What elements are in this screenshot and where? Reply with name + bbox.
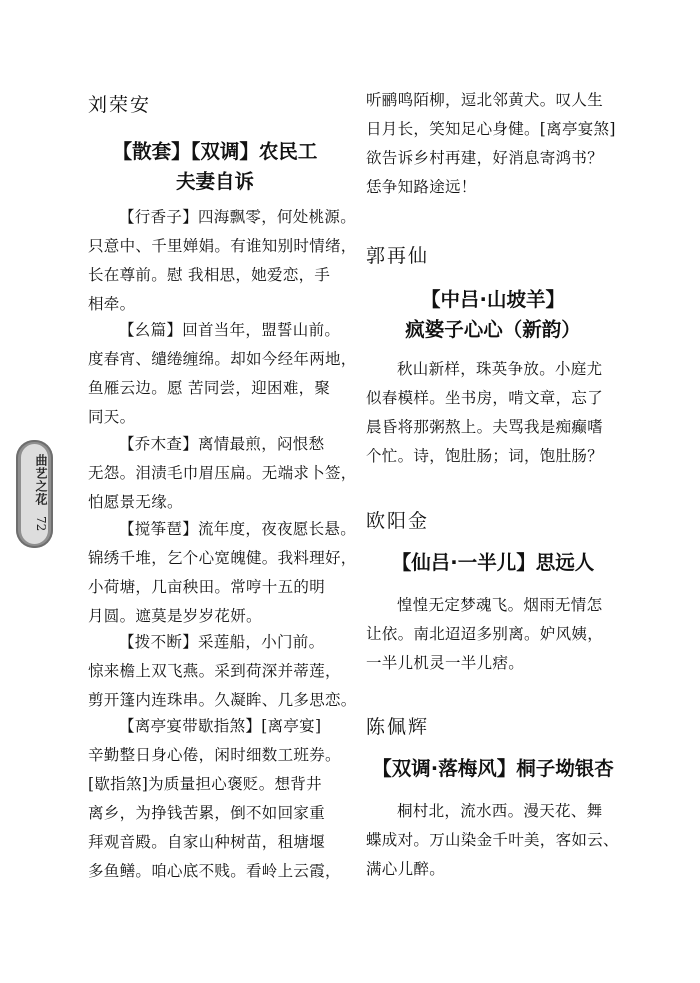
paragraph: [366, 355, 620, 471]
title-line: 【仙吕·一半儿】思远人: [391, 551, 595, 574]
section-tab: [16, 440, 53, 548]
text-line: 让依。南北迢迢多别离。妒风姨，: [366, 625, 604, 643]
author-guo: 郭再仙: [366, 245, 430, 267]
text-line: 听鹂鸣陌柳，逗北邻黄犬。叹人生: [366, 91, 604, 109]
paragraph: [88, 712, 342, 886]
text-line: 相牵。: [88, 295, 136, 313]
text-line: 离乡，为挣钱苦累，倒不如回家重: [88, 804, 326, 822]
text-line: 同天。: [88, 408, 136, 426]
text-line: 【行香子】四海飘零，何处桃源。: [119, 208, 357, 226]
text-line: 鱼雁云边。愿 苦同尝，迎困难，聚: [88, 379, 331, 397]
text-line: 多鱼鳝。咱心底不贱。看岭上云霞，: [88, 862, 341, 880]
text-line: 蝶成对。万山染金千叶美，客如云、: [366, 831, 619, 849]
text-line: 锦绣千堆，乞个心宽魄健。我料理好，: [88, 549, 357, 567]
text-line: 辛勤整日身心倦，闲时细数工班券。: [88, 746, 341, 764]
paragraph: [88, 430, 357, 517]
title-line: 疯婆子心心（新韵）: [405, 318, 581, 341]
text-line: 拜观音殿。自家山种树苗，租塘堰: [88, 833, 326, 851]
author-chen: 陈佩辉: [366, 716, 430, 738]
title-line: 【散套】【双调】农民工: [112, 140, 318, 163]
title-line: 【中吕·山坡羊】: [421, 288, 565, 311]
text-line: 【离亭宴带歇指煞】[离亭宴]: [119, 717, 322, 735]
text-line: 似春模样。坐书房，啃文章，忘了: [366, 389, 604, 407]
text-line: 小荷塘，几亩秧田。常哼十五的明: [88, 578, 326, 596]
text-line: 秋山新样，珠英争放。小庭尤: [397, 360, 603, 378]
text-line: 【乔木查】离情最煎，闷恨愁: [119, 435, 325, 453]
title-line: 【双调·落梅风】桐子坳银杏: [372, 757, 614, 780]
section-label: 曲艺之花: [34, 454, 48, 506]
text-line: 度春宵、缱绻缠绵。却如今经年两地，: [88, 350, 357, 368]
text-line: 剪开篷内连珠串。久凝眸、几多思恋。: [88, 691, 357, 709]
text-line: 【搅筝琶】流年度，夜夜愿长悬。: [119, 520, 357, 538]
text-line: 月圆。遮莫是岁岁花妍。: [88, 607, 262, 625]
text-line: 惊来檐上双飞燕。采到荷深并蒂莲，: [88, 662, 341, 680]
paragraph: [88, 628, 357, 715]
text-line: 【拨不断】采莲船，小门前。: [119, 633, 325, 651]
text-line: 【幺篇】回首当年，盟誓山前。: [119, 321, 341, 339]
page-number: 72: [34, 516, 48, 532]
continuation-paragraph: [366, 86, 620, 202]
text-line: 长在尊前。慰 我相思，她爱恋，手: [88, 266, 331, 284]
text-line: 日月长，笑知足心身健。[离亭宴煞]: [366, 120, 616, 138]
paragraph: [88, 515, 357, 631]
piece-title-left: [88, 137, 342, 197]
section-tab-inner: [21, 444, 48, 544]
text-line: 惶惶无定梦魂飞。烟雨无情怎: [397, 596, 603, 614]
text-line: 晨昏将那粥熬上。夫骂我是痴癫嗜: [366, 418, 604, 436]
author-ouyang: 欧阳金: [366, 510, 430, 532]
piece-title-ouyang: [366, 548, 620, 578]
piece-title-chen: [366, 754, 620, 784]
author-liu: 刘荣安: [88, 94, 152, 116]
text-line: [歇指煞]为质量担心褒贬。想背井: [88, 775, 322, 793]
text-line: 一半儿机灵一半儿痞。: [366, 654, 525, 672]
text-line: 个忙。诗，饱肚肠；词，饱肚肠？: [366, 447, 604, 465]
paragraph: [88, 316, 357, 432]
piece-title-guo: [366, 285, 620, 345]
text-line: 桐村北，流水西。漫天花、舞: [397, 802, 603, 820]
text-line: 欲告诉乡村再建，好消息寄鸿书？: [366, 149, 604, 167]
text-line: 无怨。泪渍毛巾眉压扁。无端求卜签，: [88, 464, 357, 482]
paragraph: [366, 797, 620, 884]
paragraph: [366, 591, 620, 678]
title-line: 夫妻自诉: [175, 170, 254, 193]
paragraph: [88, 203, 357, 319]
text-line: 满心儿醉。: [366, 860, 446, 878]
text-line: 恁争知路途远！: [366, 178, 477, 196]
text-line: 只意中、千里婵娟。有谁知别时情绪，: [88, 237, 357, 255]
text-line: 怕愿景无缘。: [88, 493, 183, 511]
